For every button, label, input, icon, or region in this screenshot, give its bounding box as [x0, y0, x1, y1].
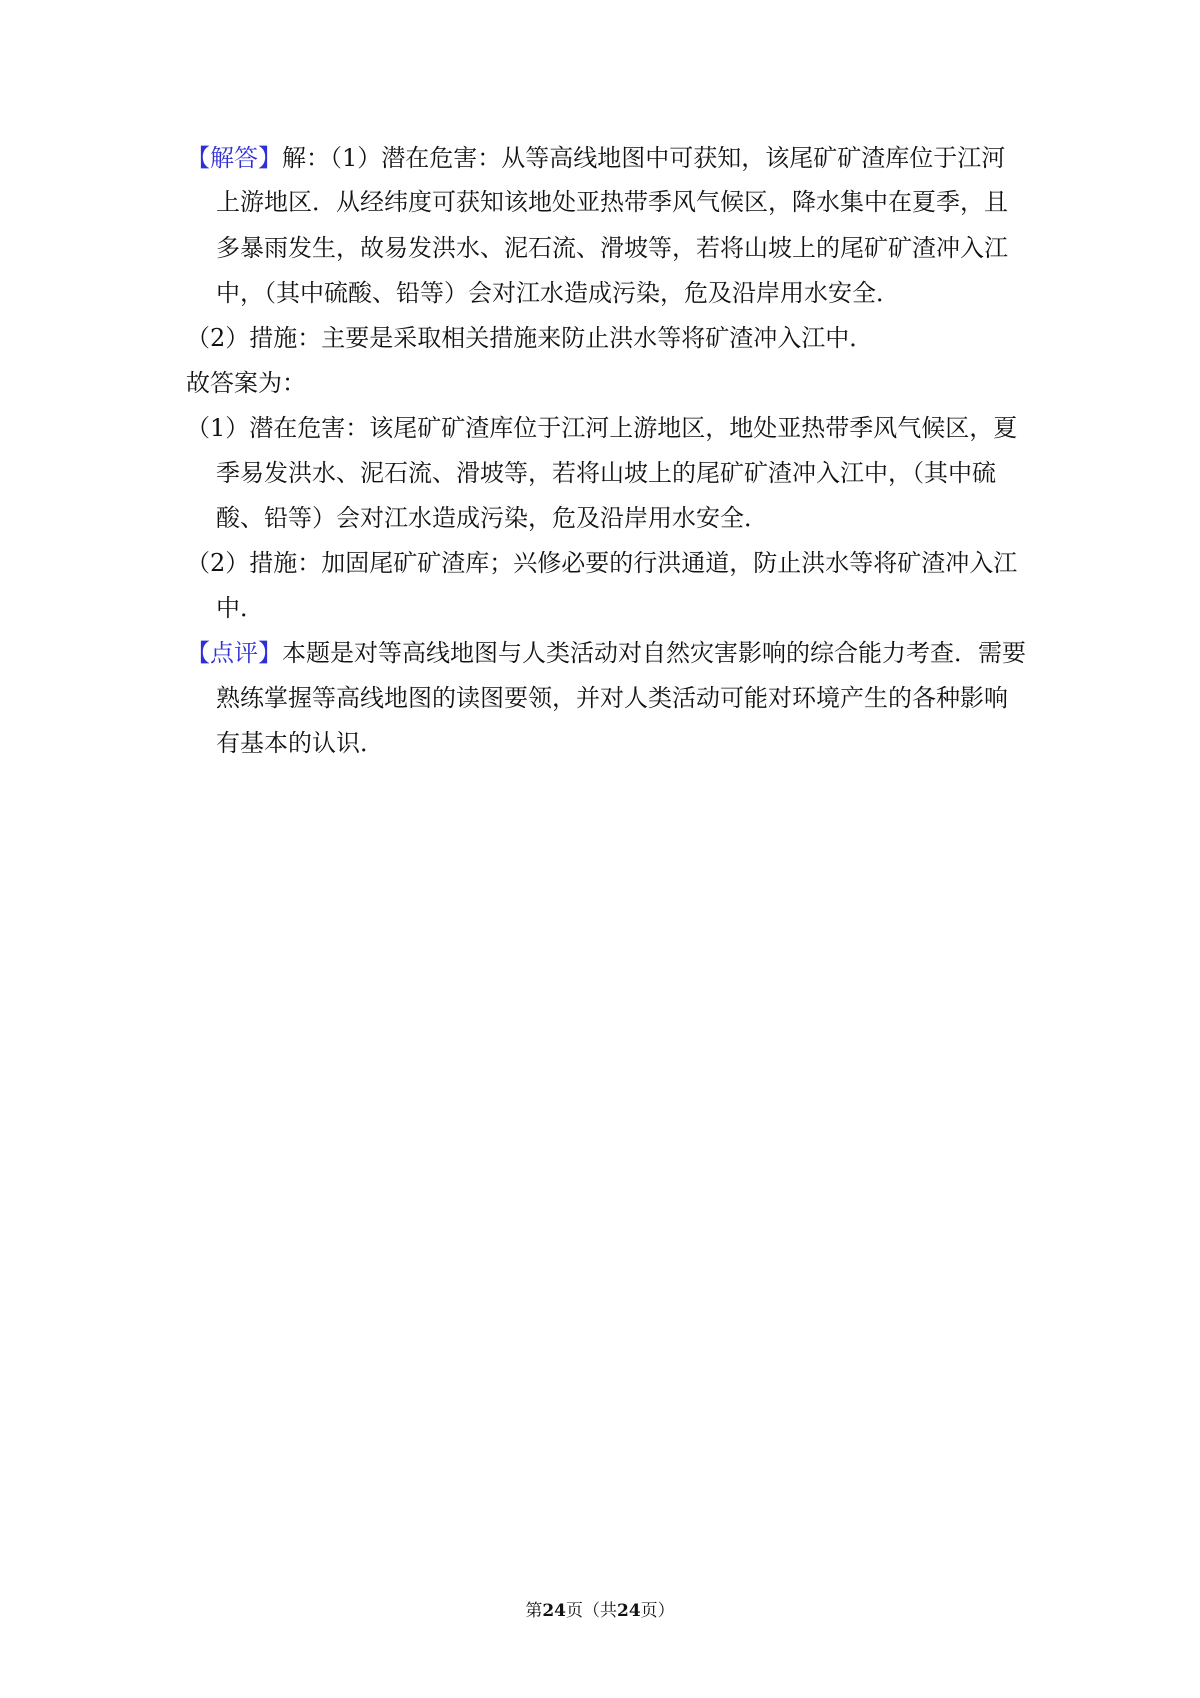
answer-line-1: [186, 142, 1005, 174]
answer-text-5: （2）措施：主要是采取相关措施来防止洪水等将矿渣冲入江中．: [186, 324, 874, 352]
conclusion-line-4: [186, 547, 1017, 579]
comment-text-3: 有基本的认识．: [216, 729, 384, 757]
conclusion-line-5: [216, 592, 264, 624]
conclusion-text-4: （2）措施：加固尾矿矿渣库；兴修必要的行洪通道，防止洪水等将矿渣冲入江: [186, 549, 1018, 577]
conclusion-heading-text: 故答案为：: [186, 369, 306, 397]
conclusion-text-1: （1）潜在危害：该尾矿矿渣库位于江河上游地区，地处亚热带季风气候区，夏: [186, 414, 1018, 442]
comment-line-1: [186, 637, 1026, 669]
footer-prefix: 第: [525, 1601, 543, 1621]
conclusion-text-2: 季易发洪水、泥石流、滑坡等，若将山坡上的尾矿矿渣冲入江中，（其中硫: [216, 459, 996, 487]
answer-text-3: 多暴雨发生，故易发洪水、泥石流、滑坡等，若将山坡上的尾矿矿渣冲入江: [216, 234, 1008, 262]
answer-line-3: [216, 232, 1008, 264]
footer-suffix: 页）: [640, 1601, 675, 1621]
conclusion-line-1: [186, 412, 1017, 444]
footer-middle: 页（共: [566, 1601, 617, 1621]
comment-line-3: [216, 727, 384, 759]
conclusion-text-5: 中．: [216, 594, 264, 622]
answer-text-2: 上游地区．从经纬度可获知该地处亚热带季风气候区，降水集中在夏季，且: [216, 188, 1008, 216]
comment-label: 【点评】: [186, 639, 282, 667]
answer-text-1: 解：（1）潜在危害：从等高线地图中可获知，该尾矿矿渣库位于江河: [282, 144, 1006, 172]
answer-line-4: [216, 277, 900, 309]
conclusion-text-3: 酸、铅等）会对江水造成污染，危及沿岸用水安全．: [216, 504, 768, 532]
conclusion-line-3: [216, 502, 768, 534]
footer-total-pages: 24: [617, 1601, 641, 1621]
answer-text-4: 中，（其中硫酸、铅等）会对江水造成污染，危及沿岸用水安全．: [216, 279, 900, 307]
footer-page-number: 24: [542, 1601, 566, 1621]
conclusion-heading: [186, 367, 306, 399]
answer-line-2: [216, 186, 1008, 218]
answer-line-5: [186, 322, 873, 354]
comment-text-1: 本题是对等高线地图与人类活动对自然灾害影响的综合能力考查．需要: [282, 639, 1026, 667]
answer-label: 【解答】: [186, 144, 282, 172]
comment-line-2: [216, 682, 1008, 714]
page-footer: [0, 1600, 1200, 1622]
comment-text-2: 熟练掌握等高线地图的读图要领，并对人类活动可能对环境产生的各种影响: [216, 684, 1008, 712]
conclusion-line-2: [216, 457, 996, 489]
